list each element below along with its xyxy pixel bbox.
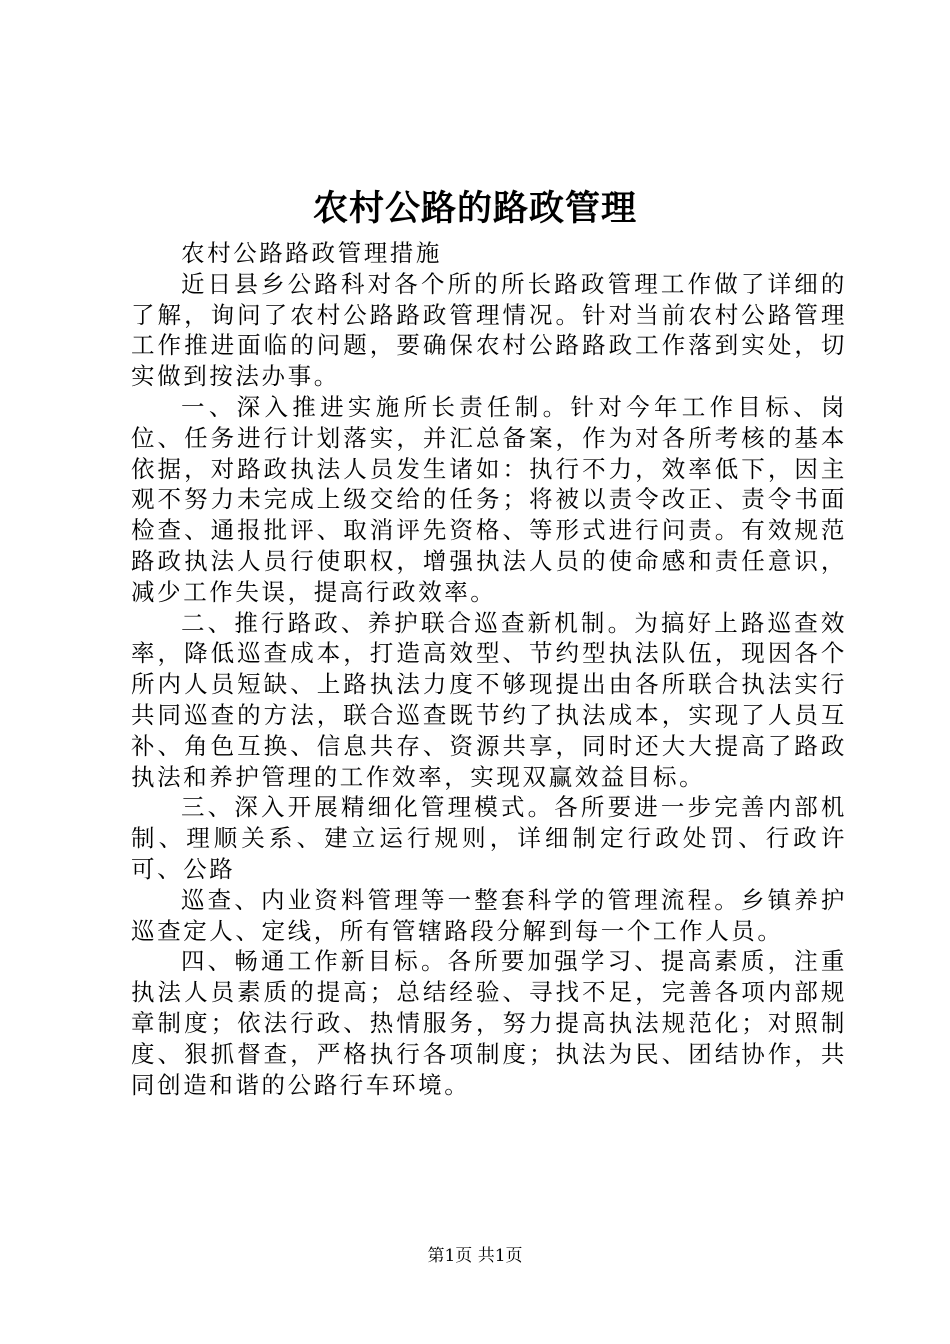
paragraph-section-4: 四、畅通工作新目标。各所要加强学习、提高素质，注重执法人员素质的提高；总结经验、寻找不足，完善各项内部规章制度；依法行政、热情服务，努力提高执法规范化；对照制度、狠抓督查，严格执行各项制度；执法为民、团结协作，共同创造和谐的公路行车环境。	[131, 947, 847, 1099]
paragraph-section-1: 一、深入推进实施所长责任制。针对今年工作目标、岗位、任务进行计划落实，并汇总备案，作为对各所考核的基本依据，对路政执法人员发生诸如：执行不力，效率低下，因主观不努力未完成上级交给的任务；将被以责令改正、责令书面检查、通报批评、取消评先资格、等形式进行问责。有效规范路政执法人员行使职权，增强执法人员的使命感和责任意识，减少工作失误，提高行政效率。	[131, 392, 847, 606]
paragraph-subtitle: 农村公路路政管理措施	[181, 239, 442, 267]
paragraph-section-3-continued: 巡查、内业资料管理等一整套科学的管理流程。乡镇养护巡查定人、定线，所有管辖路段分解到每一个工作人员。	[131, 885, 847, 945]
document-title: 农村公路的路政管理	[312, 188, 637, 229]
paragraph-intro: 近日县乡公路科对各个所的所长路政管理工作做了详细的了解，询问了农村公路路政管理情况。针对当前农村公路管理工作推进面临的问题，要确保农村公路路政工作落到实处，切实做到按法办事。	[131, 269, 847, 391]
document-body	[131, 238, 847, 1100]
paragraph-section-3: 三、深入开展精细化管理模式。各所要进一步完善内部机制、理顺关系、建立运行规则，详细制定行政处罚、行政许可、公路	[131, 793, 847, 883]
paragraph-section-2: 二、推行路政、养护联合巡查新机制。为搞好上路巡查效率，降低巡查成本，打造高效型、节约型执法队伍，现因各个所内人员短缺、上路执法力度不够现提出由各所联合执法实行共同巡查的方法，联合巡查既节约了执法成本，实现了人员互补、角色互换、信息共存、资源共享，同时还大大提高了路政执法和养护管理的工作效率，实现双赢效益目标。	[131, 608, 847, 791]
page-footer: 第1页 共1页	[427, 1246, 523, 1266]
